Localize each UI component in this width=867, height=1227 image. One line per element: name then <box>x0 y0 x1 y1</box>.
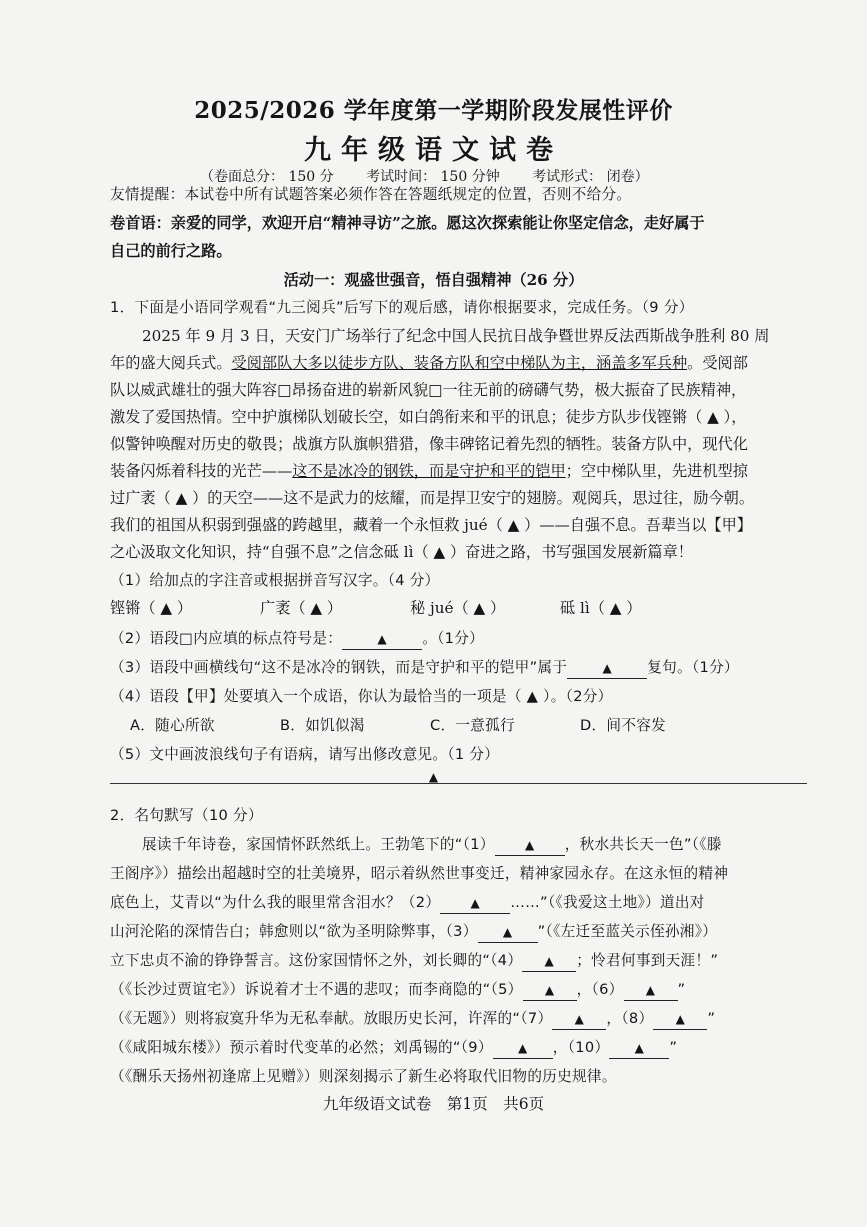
sub1-item[interactable]: 铿锵（ ▲ ） <box>110 599 193 617</box>
passage-line: 之心汲取文化知识，持“自强不息”之信念砥 lì（ ▲ ）奋进之路，书写强国发展新篇章！ <box>110 543 693 561</box>
q2-line: 山河沦陷的深情告白；韩愈则以“欲为圣明除弊事，（3） ▲ ”（《左迁至蓝关示侄孙湘》） <box>110 917 807 947</box>
q2-line: （《无题》）则将寂寞升华为无私奉献。放眼历史长河，许浑的“（7） ▲ ，（8） ▲ ” <box>110 1004 807 1034</box>
answer-blank[interactable]: ▲ <box>522 951 576 972</box>
passage-line: 激发了爱国热情。空中护旗梯队划破长空，如白鸽衔来和平的讯息；徒步方队步伐铿锵（ ▲ ）， <box>110 408 747 426</box>
answer-blank[interactable]: ▲ <box>342 629 422 650</box>
q2-line: （《酬乐天扬州初逢席上见赠》）则深刻揭示了新生必将取代旧物的历史规律。 <box>110 1068 617 1085</box>
answer-blank[interactable]: ▲ <box>624 980 678 1001</box>
passage-line: 似警钟唤醒对历史的敬畏；战旗方队旗帜猎猎，像丰碑铭记着先烈的牺牲。装备方队中，现代化 <box>110 435 748 453</box>
sub1-item[interactable]: 砥 lì（ ▲ ） <box>560 599 642 617</box>
passage-line: 过广袤（ ▲ ）的天空——这不是武力的炫耀，而是捍卫安宁的翅膀。观阅兵，思过往，励今朝。 <box>110 489 755 507</box>
answer-blank[interactable]: ▲ <box>653 1009 707 1030</box>
sub1-item[interactable]: 秘 jué（ ▲ ） <box>410 599 506 617</box>
underlined-sentence: 这不是冰冷的钢铁，而是守护和平的铠甲 <box>292 462 566 480</box>
q2-stem: 2．名句默写（10 分） <box>110 807 263 824</box>
answer-blank[interactable]: ▲ <box>440 893 510 914</box>
q2-line: 底色上，艾青以“为什么我的眼里常含泪水？（2） ▲ ……”（《我爱这土地》）道出对 <box>110 888 807 918</box>
q1-stem: 1．下面是小语同学观看“九三阅兵”后写下的观后感，请你根据要求，完成任务。（9 分） <box>110 299 694 316</box>
activity1-title: 活动一：观盛世强音，悟自强精神（26 分） <box>283 271 584 289</box>
answer-line-mark: ▲ <box>428 770 439 784</box>
reminder: 友情提醒：本试卷中所有试题答案必须作答在答题纸规定的位置，否则不给分。 <box>110 186 632 203</box>
preface-line-2: 自己的前行之路。 <box>110 242 232 260</box>
q1-sub1-items <box>110 593 807 623</box>
q2-line: （《咸阳城东楼》）预示着时代变革的必然；刘禹锡的“（9） ▲ ，（10） ▲ ” <box>110 1033 807 1063</box>
exam-subtitle: 九年级语文试卷 <box>304 135 563 166</box>
answer-blank[interactable]: ▲ <box>495 835 565 856</box>
underlined-sentence: 受阅部队大多以徒步方队、装备方队和空中梯队为主，涵盖多军兵种 <box>231 354 688 372</box>
q1-sub5: （5）文中画波浪线句子有语病，请写出修改意见。（1 分） <box>110 746 500 763</box>
q1-sub1: （1）给加点的字注音或根据拼音写汉字。（4 分） <box>110 572 440 589</box>
option-a[interactable]: A．随心所欲 <box>130 717 215 734</box>
q2-line: 立下忠贞不渝的铮铮誓言。这份家国情怀之外，刘长卿的“（4） ▲ ；怜君何事到天涯！” <box>110 946 807 976</box>
q2-line: （《长沙过贾谊宅》）诉说着才士不遇的悲叹；而李商隐的“（5） ▲ ，（6） ▲ ” <box>110 975 807 1005</box>
q2-line: 展读千年诗卷，家国情怀跃然纸上。王勃笔下的“（1） ▲ ，秋水共长天一色”（《滕 <box>110 830 807 860</box>
q1-sub4: （4）语段【甲】处要填入一个成语，你认为最恰当的一项是（ ▲ ）。（2分） <box>110 688 613 705</box>
exam-title: 2025/2026 学年度第一学期阶段发展性评价 <box>194 97 673 124</box>
answer-blank[interactable]: ▲ <box>609 1038 669 1059</box>
q2-line: 王阁序》）描绘出超越时空的壮美境界，昭示着纵然世事变迁，精神家园永存。在这永恒的精神 <box>110 865 729 882</box>
option-c[interactable]: C．一意孤行 <box>430 717 515 734</box>
answer-blank[interactable]: ▲ <box>567 658 647 679</box>
answer-blank[interactable]: ▲ <box>478 922 538 943</box>
answer-line[interactable] <box>110 783 807 784</box>
q1-options <box>110 711 807 741</box>
passage-line: 2025 年 9 月 3 日，天安门广场举行了纪念中国人民抗日战争暨世界反法西斯战争胜利 80 周 <box>142 327 770 345</box>
option-d[interactable]: D．间不容发 <box>580 717 667 734</box>
meta-total-score: （卷面总分： 150 分 <box>200 169 334 185</box>
answer-blank[interactable]: ▲ <box>523 980 577 1001</box>
meta-format: 考试形式： 闭卷） <box>532 169 649 185</box>
q1-sub2: （2）语段□内应填的标点符号是： ▲ 。（1分） <box>110 624 807 654</box>
passage-line: 队以威武雄壮的强大阵容□昂扬奋进的崭新风貌□一往无前的磅礴气势，极大振奋了民族精神， <box>110 381 747 399</box>
answer-blank[interactable]: ▲ <box>552 1009 606 1030</box>
option-b[interactable]: B．如饥似渴 <box>280 717 365 734</box>
q1-sub3: （3）语段中画横线句“这不是冰冷的钢铁，而是守护和平的铠甲”属于 ▲ 复句。（1分） <box>110 653 807 683</box>
passage-line: 年的盛大阅兵式。受阅部队大多以徒步方队、装备方队和空中梯队为主，涵盖多军兵种。受阅部 <box>110 354 748 372</box>
sub1-item[interactable]: 广袤（ ▲ ） <box>260 599 343 617</box>
passage-line: 我们的祖国从积弱到强盛的跨越里，藏着一个永恒救 jué（ ▲ ）——自强不息。吾辈当以【甲】 <box>110 516 752 534</box>
preface-line-1: 卷首语：亲爱的同学，欢迎开启“精神寻访”之旅。愿这次探索能让你坚定信念，走好属于 <box>110 214 705 232</box>
page-footer: 九年级语文试卷 第1页 共6页 <box>322 1095 545 1113</box>
answer-blank[interactable]: ▲ <box>493 1038 553 1059</box>
passage-line: 装备闪烁着科技的光芒——这不是冰冷的钢铁，而是守护和平的铠甲；空中梯队里，先进机型掠 <box>110 462 748 480</box>
meta-time: 考试时间： 150 分钟 <box>366 169 500 185</box>
